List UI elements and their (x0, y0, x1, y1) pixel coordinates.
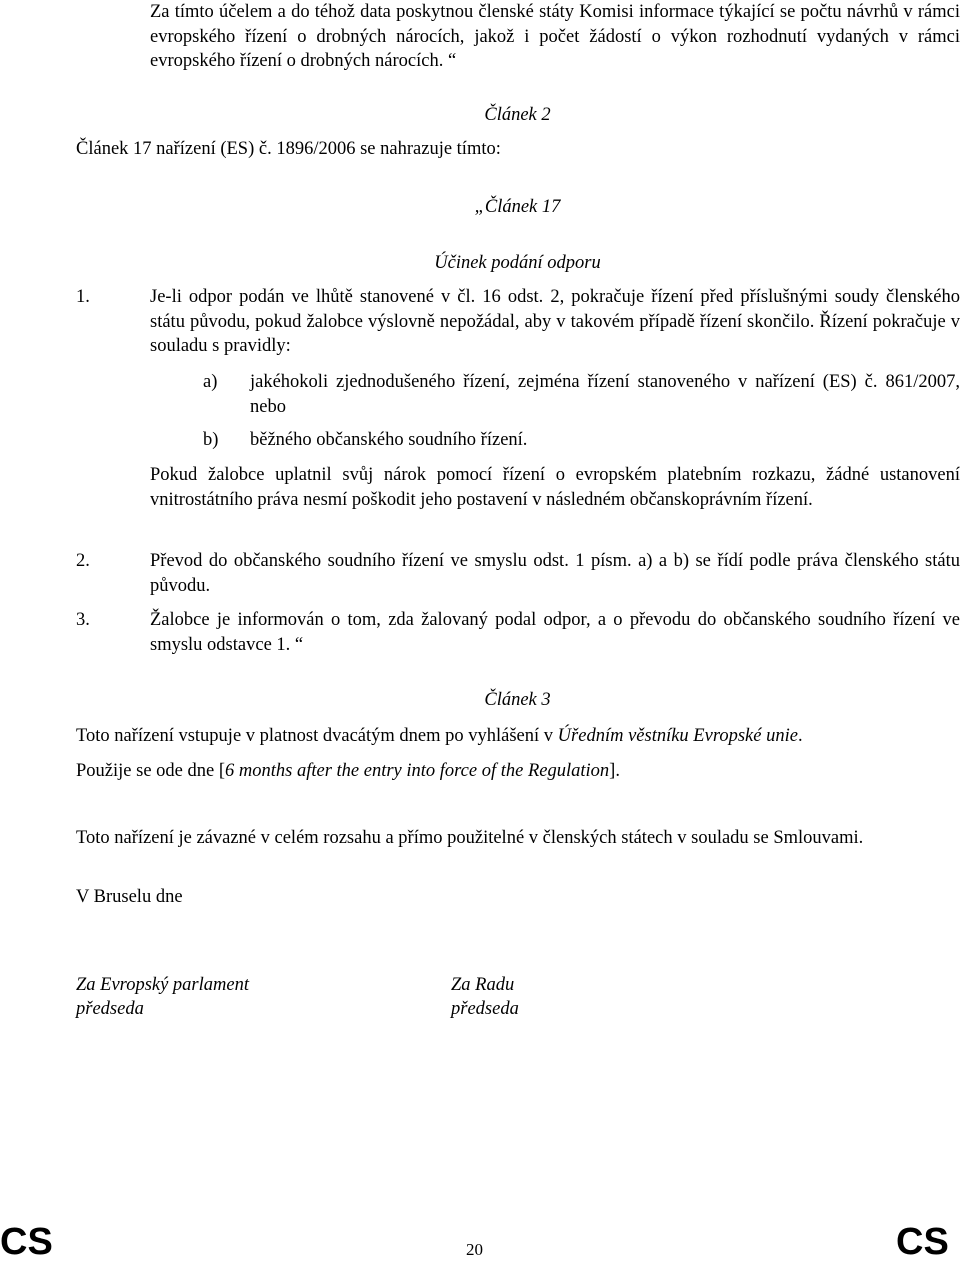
list-item-b-label: b) (203, 430, 219, 450)
list-item-a-label: a) (203, 372, 218, 392)
article-3-line-2 (76, 759, 960, 784)
signature-right-title: Za Radu (451, 975, 515, 995)
signature-right-role: předseda (451, 999, 519, 1019)
article-17-subheading: Účinek podání odporu (434, 253, 601, 273)
article-2-heading: Článek 2 (484, 105, 551, 125)
article-3-line-2-suffix: ]. (609, 761, 620, 781)
intro-paragraph: Za tímto účelem a do téhož data poskytnou členské státy Komisi informace týkající se počtu návrhů v rámci evropského řízení o drobných nárocích, jakož i počet žádostí o výkon rozhodnutí vydaných v rámci evropského řízení o drobných nárocích. “ (150, 2, 960, 71)
signature-left-title: Za Evropský parlament (76, 975, 249, 995)
article-3-line-1-prefix: Toto nařízení vstupuje v platnost dvacátým dnem po vyhlášení v (76, 726, 558, 746)
paragraph-2-text: Převod do občanského soudního řízení ve smyslu odst. 1 písm. a) a b) se řídí podle práva členského státu původu. (150, 551, 960, 596)
article-17-heading: „Článek 17 (474, 197, 561, 217)
page-number: 20 (466, 1240, 483, 1259)
paragraph-1-text: Je-li odpor podán ve lhůtě stanovené v čl. 16 odst. 2, pokračuje řízení před příslušnými soudy členského státu původu, pokud žalobce výslovně nepožádal, aby v takovém případě řízení skončilo. Řízení pokračuje v souladu s pravidly: (150, 287, 960, 356)
list-item-a-text: jakéhokoli zjednodušeného řízení, zejména řízení stanoveného v nařízení (ES) č. 861/2007, nebo (250, 372, 960, 417)
footer-language-left: CS (0, 1221, 53, 1263)
article-3-heading: Článek 3 (484, 690, 551, 710)
article-3-line-1 (76, 724, 960, 749)
paragraph-1-continuation: Pokud žalobce uplatnil svůj nárok pomocí řízení o evropském platebním rozkazu, žádné ustanovení vnitrostátního práva nesmí poškodit jeho postavení v následném občanskoprávním řízení. (150, 465, 960, 510)
paragraph-2-number: 2. (76, 551, 90, 571)
application-date-placeholder: 6 months after the entry into force of the Regulation (225, 761, 610, 781)
official-journal-title: Úředním věstníku Evropské unie (557, 726, 798, 746)
paragraph-3-text: Žalobce je informován o tom, zda žalovaný podal odpor, a o převodu do občanského soudního řízení ve smyslu odstavce 1. “ (150, 610, 960, 655)
paragraph-3-number: 3. (76, 610, 90, 630)
signature-left-role: předseda (76, 999, 144, 1019)
list-item-b-text: běžného občanského soudního řízení. (250, 430, 528, 450)
article-3-line-2-prefix: Použije se ode dne [ (76, 761, 225, 781)
article-2-text: Článek 17 nařízení (ES) č. 1896/2006 se nahrazuje tímto: (76, 139, 501, 159)
footer-language-right: CS (896, 1221, 949, 1263)
article-3-line-1-suffix: . (797, 726, 803, 746)
place-and-date: V Bruselu dne (76, 887, 183, 907)
paragraph-1-number: 1. (76, 287, 90, 307)
binding-statement: Toto nařízení je závazné v celém rozsahu a přímo použitelné v členských státech v souladu se Smlouvami. (76, 828, 864, 848)
